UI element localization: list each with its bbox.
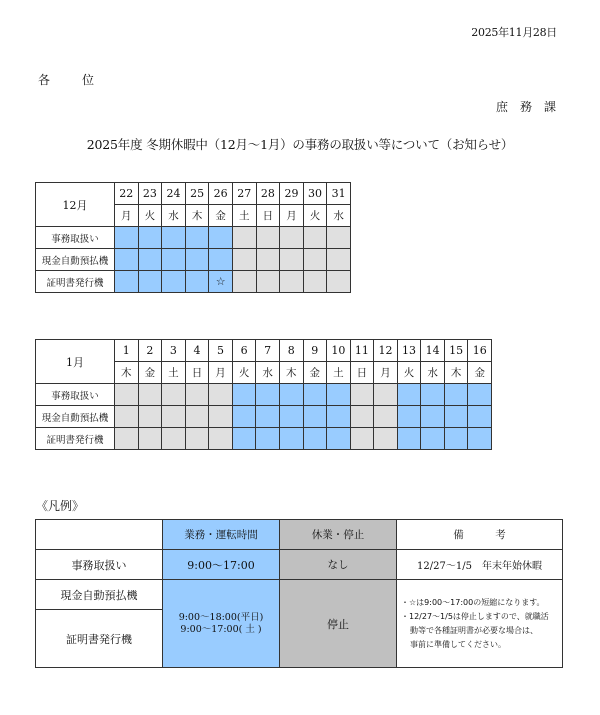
day-number-cell: 13 bbox=[397, 340, 421, 362]
status-cell-closed bbox=[115, 384, 139, 406]
day-number-cell: 26 bbox=[209, 183, 233, 205]
day-number-cell: 23 bbox=[138, 183, 162, 205]
legend-row-office bbox=[36, 550, 563, 580]
status-cell-closed bbox=[256, 249, 280, 271]
status-cell-closed bbox=[280, 249, 304, 271]
status-cell-open bbox=[468, 428, 492, 450]
weekday-cell: 月 bbox=[209, 362, 233, 384]
weekday-cell: 日 bbox=[256, 205, 280, 227]
day-number-cell: 22 bbox=[115, 183, 139, 205]
weekday-cell: 木 bbox=[279, 362, 303, 384]
status-cell-open bbox=[279, 384, 303, 406]
status-cell-closed bbox=[162, 428, 186, 450]
day-number-cell: 10 bbox=[327, 340, 351, 362]
day-number-cell: 31 bbox=[327, 183, 351, 205]
status-cell-open bbox=[232, 428, 256, 450]
january-day-number-row bbox=[36, 340, 492, 362]
status-cell-closed bbox=[209, 384, 233, 406]
weekday-cell: 金 bbox=[468, 362, 492, 384]
status-cell-closed bbox=[303, 271, 327, 293]
service-label: 証明書発行機 bbox=[36, 271, 115, 293]
status-cell-closed bbox=[232, 227, 256, 249]
status-cell-open bbox=[421, 406, 445, 428]
status-cell-open bbox=[162, 271, 186, 293]
status-cell-closed bbox=[185, 428, 209, 450]
legend-machine-hours bbox=[163, 580, 280, 668]
weekday-cell: 木 bbox=[444, 362, 468, 384]
service-label: 証明書発行機 bbox=[36, 428, 115, 450]
status-cell-closed bbox=[327, 271, 351, 293]
status-cell-open bbox=[468, 406, 492, 428]
legend-header-blank bbox=[36, 520, 163, 550]
status-cell-open bbox=[256, 406, 280, 428]
december-calendar-table bbox=[35, 182, 351, 293]
january-service-row bbox=[36, 384, 492, 406]
status-cell-open bbox=[421, 428, 445, 450]
legend-label-atm: 現金自動預払機 bbox=[36, 580, 163, 610]
weekday-cell: 土 bbox=[327, 362, 351, 384]
status-cell-closed bbox=[350, 428, 374, 450]
status-cell-closed bbox=[327, 227, 351, 249]
status-cell-open bbox=[397, 428, 421, 450]
day-number-cell: 25 bbox=[185, 183, 209, 205]
addressee bbox=[38, 71, 94, 88]
weekday-cell: 月 bbox=[280, 205, 304, 227]
day-number-cell: 12 bbox=[374, 340, 398, 362]
status-cell-open bbox=[327, 384, 351, 406]
weekday-cell: 金 bbox=[209, 205, 233, 227]
service-label: 現金自動預払機 bbox=[36, 406, 115, 428]
legend-label-cert: 証明書発行機 bbox=[36, 610, 163, 668]
status-cell-open bbox=[444, 428, 468, 450]
status-cell-open bbox=[468, 384, 492, 406]
addressee-char-1: 各 bbox=[38, 73, 51, 87]
status-cell-open bbox=[138, 249, 162, 271]
status-cell-closed bbox=[162, 384, 186, 406]
december-service-row bbox=[36, 249, 351, 271]
status-cell-closed bbox=[303, 249, 327, 271]
status-cell-open bbox=[256, 384, 280, 406]
status-cell-open bbox=[327, 428, 351, 450]
status-cell-closed bbox=[138, 384, 162, 406]
weekday-cell: 火 bbox=[232, 362, 256, 384]
weekday-cell: 木 bbox=[185, 205, 209, 227]
status-cell-open bbox=[209, 249, 233, 271]
december-service-row bbox=[36, 271, 351, 293]
weekday-cell: 火 bbox=[303, 205, 327, 227]
weekday-cell: 水 bbox=[162, 205, 186, 227]
status-cell-open bbox=[279, 406, 303, 428]
weekday-cell: 金 bbox=[303, 362, 327, 384]
day-number-cell: 9 bbox=[303, 340, 327, 362]
status-cell-open bbox=[303, 406, 327, 428]
status-cell-open bbox=[303, 428, 327, 450]
legend-office-stop: なし bbox=[280, 550, 397, 580]
legend-heading: 《凡例》 bbox=[36, 499, 85, 513]
status-cell-open bbox=[444, 384, 468, 406]
status-cell-closed bbox=[374, 406, 398, 428]
status-cell-open bbox=[138, 227, 162, 249]
legend-note-2: ・12/27～1/5は停止しますので、就職活 bbox=[401, 611, 549, 621]
status-cell-open bbox=[115, 271, 139, 293]
day-number-cell: 29 bbox=[280, 183, 304, 205]
status-cell-open bbox=[444, 406, 468, 428]
day-number-cell: 3 bbox=[162, 340, 186, 362]
day-number-cell: 5 bbox=[209, 340, 233, 362]
weekday-cell: 水 bbox=[421, 362, 445, 384]
weekday-cell: 日 bbox=[350, 362, 374, 384]
weekday-cell: 金 bbox=[138, 362, 162, 384]
status-cell-closed bbox=[374, 428, 398, 450]
legend-row-atm bbox=[36, 580, 563, 610]
status-cell-closed bbox=[185, 406, 209, 428]
status-cell-open bbox=[232, 406, 256, 428]
service-label: 事務取扱い bbox=[36, 227, 115, 249]
status-cell-open bbox=[421, 384, 445, 406]
status-cell-closed bbox=[374, 384, 398, 406]
legend-table bbox=[35, 519, 563, 668]
day-number-cell: 8 bbox=[279, 340, 303, 362]
status-cell-open bbox=[185, 249, 209, 271]
status-cell-closed bbox=[350, 406, 374, 428]
legend-office-hours: 9:00～17:00 bbox=[163, 550, 280, 580]
status-cell-open bbox=[256, 428, 280, 450]
legend-note-4: 事前に準備してください。 bbox=[410, 639, 506, 649]
december-service-row bbox=[36, 227, 351, 249]
day-number-cell: 15 bbox=[444, 340, 468, 362]
status-cell-open bbox=[162, 227, 186, 249]
sender-department: 庶 務 課 bbox=[495, 100, 556, 114]
weekday-cell: 土 bbox=[162, 362, 186, 384]
status-cell-open bbox=[209, 227, 233, 249]
weekday-cell: 水 bbox=[327, 205, 351, 227]
day-number-cell: 16 bbox=[468, 340, 492, 362]
document-title bbox=[0, 135, 600, 153]
legend-label-office: 事務取扱い bbox=[36, 550, 163, 580]
status-cell-closed bbox=[138, 428, 162, 450]
status-cell-open bbox=[138, 271, 162, 293]
legend-hours-saturday: 9:00～17:00( 土 ) bbox=[180, 623, 262, 635]
status-cell-closed bbox=[232, 249, 256, 271]
weekday-cell: 月 bbox=[115, 205, 139, 227]
day-number-cell: 6 bbox=[232, 340, 256, 362]
status-cell-open-star-mark: ☆ bbox=[209, 271, 233, 293]
service-label: 現金自動預払機 bbox=[36, 249, 115, 271]
legend-hours-weekday: 9:00～18:00(平日) bbox=[178, 611, 264, 623]
legend-machine-stop: 停止 bbox=[280, 580, 397, 668]
document-date: 2025年11月28日 bbox=[471, 26, 557, 39]
january-service-row bbox=[36, 428, 492, 450]
addressee-char-2: 位 bbox=[82, 73, 95, 87]
status-cell-closed bbox=[232, 271, 256, 293]
legend-office-note: 12/27～1/5 年末年始休暇 bbox=[397, 550, 563, 580]
weekday-cell: 火 bbox=[397, 362, 421, 384]
status-cell-open bbox=[279, 428, 303, 450]
january-service-row bbox=[36, 406, 492, 428]
weekday-cell: 日 bbox=[185, 362, 209, 384]
status-cell-closed bbox=[115, 428, 139, 450]
status-cell-closed bbox=[209, 406, 233, 428]
legend-header-stop: 休業・停止 bbox=[280, 520, 397, 550]
weekday-cell: 土 bbox=[232, 205, 256, 227]
legend-note-3: 動等で各種証明書が必要な場合は、 bbox=[410, 625, 538, 635]
day-number-cell: 14 bbox=[421, 340, 445, 362]
legend-header-notes: 備 考 bbox=[397, 520, 563, 550]
status-cell-open bbox=[162, 249, 186, 271]
status-cell-closed bbox=[280, 271, 304, 293]
legend-header-hours: 業務・運転時間 bbox=[163, 520, 280, 550]
status-cell-open bbox=[185, 227, 209, 249]
day-number-cell: 27 bbox=[232, 183, 256, 205]
legend-header-row bbox=[36, 520, 563, 550]
status-cell-closed bbox=[350, 384, 374, 406]
day-number-cell: 4 bbox=[185, 340, 209, 362]
day-number-cell: 28 bbox=[256, 183, 280, 205]
day-number-cell: 30 bbox=[303, 183, 327, 205]
status-cell-open bbox=[115, 227, 139, 249]
legend-note-1: ・☆は9:00～17:00の短縮になります。 bbox=[401, 597, 545, 607]
january-calendar-table bbox=[35, 339, 492, 450]
status-cell-open bbox=[397, 406, 421, 428]
day-number-cell: 7 bbox=[256, 340, 280, 362]
status-cell-open bbox=[327, 406, 351, 428]
status-cell-closed bbox=[138, 406, 162, 428]
status-cell-closed bbox=[115, 406, 139, 428]
weekday-cell: 月 bbox=[374, 362, 398, 384]
december-day-number-row bbox=[36, 183, 351, 205]
status-cell-open bbox=[185, 271, 209, 293]
status-cell-closed bbox=[256, 227, 280, 249]
service-label: 事務取扱い bbox=[36, 384, 115, 406]
status-cell-closed bbox=[256, 271, 280, 293]
status-cell-open bbox=[303, 384, 327, 406]
day-number-cell: 24 bbox=[162, 183, 186, 205]
status-cell-open bbox=[232, 384, 256, 406]
status-cell-closed bbox=[185, 384, 209, 406]
weekday-cell: 木 bbox=[115, 362, 139, 384]
day-number-cell: 1 bbox=[115, 340, 139, 362]
legend-machine-notes bbox=[397, 580, 563, 668]
status-cell-closed bbox=[209, 428, 233, 450]
day-number-cell: 11 bbox=[350, 340, 374, 362]
weekday-cell: 火 bbox=[138, 205, 162, 227]
document-title-text: 2025年度 冬期休暇中（12月～1月）の事務の取扱い等について（お知らせ） bbox=[86, 137, 514, 152]
status-cell-open bbox=[115, 249, 139, 271]
status-cell-open bbox=[397, 384, 421, 406]
status-cell-closed bbox=[280, 227, 304, 249]
status-cell-closed bbox=[303, 227, 327, 249]
january-month-label: 1月 bbox=[36, 340, 115, 384]
status-cell-closed bbox=[162, 406, 186, 428]
december-month-label: 12月 bbox=[36, 183, 115, 227]
status-cell-closed bbox=[327, 249, 351, 271]
day-number-cell: 2 bbox=[138, 340, 162, 362]
weekday-cell: 水 bbox=[256, 362, 280, 384]
